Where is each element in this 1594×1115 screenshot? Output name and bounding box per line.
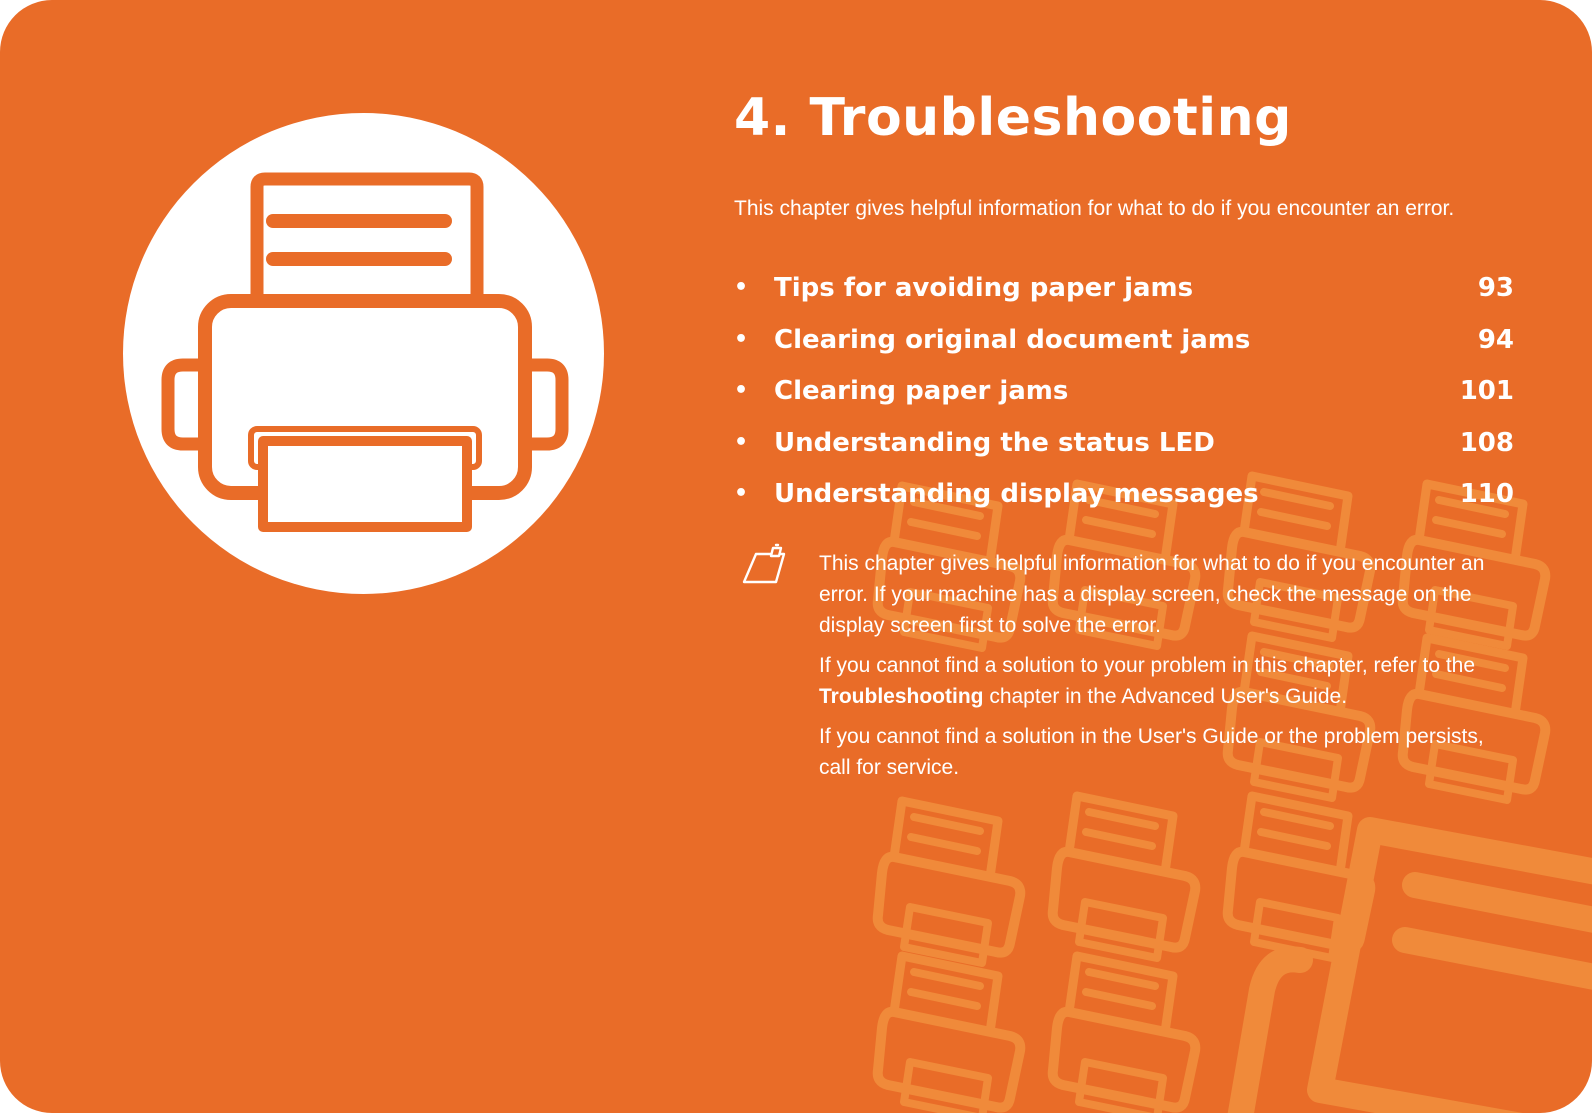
note-pad-icon <box>740 540 792 592</box>
table-of-contents <box>734 264 1514 522</box>
toc-label[interactable]: Clearing paper jams <box>774 376 1069 406</box>
toc-item[interactable] <box>734 264 1514 316</box>
note-box <box>819 548 1519 792</box>
toc-label[interactable]: Understanding display messages <box>774 479 1259 509</box>
toc-label[interactable]: Clearing original document jams <box>774 324 1251 355</box>
note-paragraph: If you cannot find a solution in the User's Guide or the problem persists, call for service. <box>819 725 1484 779</box>
toc-item[interactable] <box>734 316 1514 368</box>
note-paragraph <box>819 650 1519 712</box>
toc-page-number[interactable]: 93 <box>1477 273 1514 303</box>
chapter-intro: This chapter gives helpful information for what to do if you encounter an error. <box>734 197 1455 220</box>
bullet: • <box>734 275 749 300</box>
toc-page-number[interactable]: 108 <box>1459 427 1514 458</box>
toc-page-number[interactable]: 94 <box>1477 324 1514 355</box>
bullet: • <box>734 378 749 403</box>
toc-label[interactable]: Understanding the status LED <box>774 427 1215 458</box>
note-text: If you cannot find a solution to your problem in this chapter, refer to the <box>819 654 1476 677</box>
note-text: chapter in the Advanced User's Guide. <box>983 685 1348 708</box>
printer-icon <box>123 113 604 594</box>
note-paragraph: This chapter gives helpful information for what to do if you encounter an error. If your machine has a display screen, check the message on the display screen first to solve the error. <box>819 552 1485 637</box>
toc-item[interactable] <box>734 419 1514 471</box>
chapter-title: 4. Troubleshooting <box>734 88 1292 148</box>
bullet: • <box>734 429 749 455</box>
toc-page-number[interactable]: 101 <box>1459 376 1514 406</box>
toc-item[interactable] <box>734 470 1514 522</box>
bullet: • <box>734 481 749 506</box>
bullet: • <box>734 326 749 352</box>
toc-label[interactable]: Tips for avoiding paper jams <box>774 273 1194 303</box>
troubleshooting-reference: Troubleshooting <box>819 685 984 708</box>
toc-item[interactable] <box>734 367 1514 419</box>
toc-page-number[interactable]: 110 <box>1459 479 1514 509</box>
